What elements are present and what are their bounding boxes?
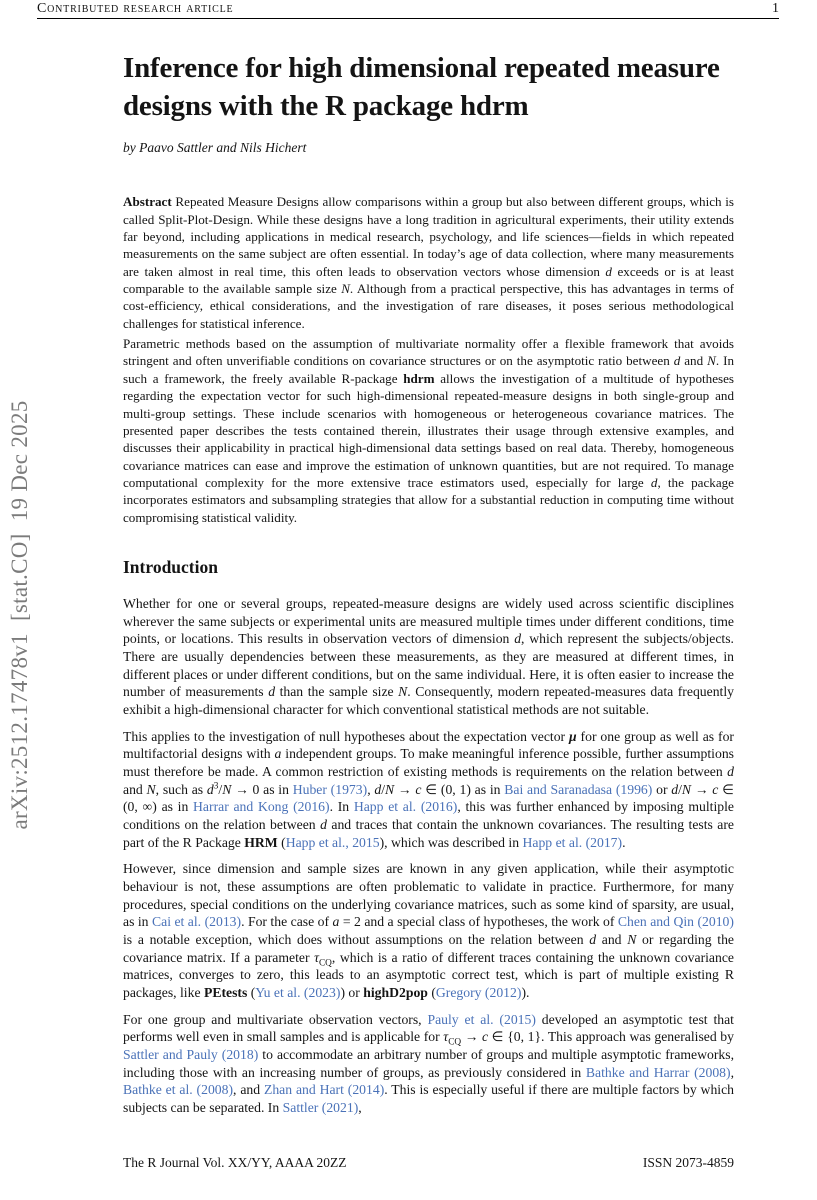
abstract-block [123,193,734,526]
text-segment: ( [427,985,436,1001]
text-segment: c [712,781,719,797]
text-segment: N [707,353,716,369]
text-segment: ), which was described in [379,834,523,850]
text-segment: d [727,763,734,779]
text-segment: N [222,781,232,797]
text-segment: exceeds or is at least comparable to the available sample size [123,263,734,297]
citation-link[interactable]: Happ et al., 2015 [285,834,380,850]
text-segment: → [394,781,416,797]
page-footer [123,1155,734,1171]
text-segment: . For the case of [241,914,333,930]
citation-link[interactable]: Bathke et al. (2008) [123,1082,234,1098]
article-type-label: Contributed research article [37,1,234,16]
text-segment: . Although from a practical perspective, this has advantages in terms of cost-efficiency, ethical considerations, and the investigation of rare diseases, it poses serious methodological challenges for statistical inference. [123,281,734,331]
intro-paragraph [123,1011,734,1117]
text-segment: d [589,932,597,947]
text-segment: μ [569,728,577,744]
text-segment: or [652,781,672,797]
text-segment: HRM [244,834,278,850]
text-segment: than the sample size [275,684,399,700]
citation-link[interactable]: Sattler (2021) [282,1100,359,1116]
intro-paragraph [123,595,734,719]
text-segment: d [320,816,327,832]
text-segment: ( [277,834,286,850]
text-segment: d [605,263,612,279]
text-segment: ( [247,985,256,1001]
text-segment: d [650,474,658,490]
text-segment: PEtests [203,985,248,1001]
abstract-paragraph [123,335,734,526]
text-segment: highD2pop [363,985,428,1001]
abstract-paragraph [123,193,734,332]
text-segment: N [341,281,350,297]
text-segment: , the package incorporates estimators and subsampling strategies that allow for a substantial reduction in computing time without compromising statistical validity. [123,474,734,525]
text-segment: a [274,746,282,762]
text-segment: / [218,781,223,797]
text-segment: N [627,932,637,947]
text-segment: or regarding the covariance matrix. If a parameter [123,932,734,965]
citation-link[interactable]: Pauly et al. (2015) [427,1011,536,1027]
section-heading-introduction: Introduction [123,556,218,577]
page-number: 1 [772,1,779,16]
citation-link[interactable]: Harrar and Kong (2016) [193,799,330,815]
citation-link[interactable]: Yu et al. (2023) [255,985,341,1001]
text-segment: and traces that contain the unknown covariances. The resulting tests are part of the R Package [123,816,735,850]
text-segment: d [671,781,679,797]
article-content [123,0,734,1117]
text-segment: d [673,353,681,369]
text-segment: τ [443,1029,449,1045]
text-segment: Abstract [123,194,172,210]
text-segment: N [398,684,408,700]
text-segment: c [415,781,422,797]
text-segment: This applies to the investigation of null hypotheses about the expectation vector [123,728,570,744]
text-segment: a [332,914,340,930]
text-segment: . In such a framework, the freely available R-package [123,353,734,386]
text-segment: , which is a ratio of different traces containing the unknown covariance matrices, converges to zero, this leads to an asymptotic correct test, which is part of multiple existing R packages, like [123,949,735,1001]
paper-title: Inference for high dimensional repeated measure designs with the R package hdrm [123,52,720,122]
text-segment: N [385,781,395,797]
citation-link[interactable]: Happ et al. (2016) [353,799,458,815]
text-segment: ∈ (0, 1) as in [421,781,505,797]
text-segment: , [730,1064,734,1080]
text-segment: CQ [448,1038,462,1049]
text-segment: N [681,781,692,797]
text-segment: for one group as well as for multifactorial designs with [123,728,734,762]
text-segment: is a notable exception, which does without assumptions on the relation between [123,932,590,947]
citation-link[interactable]: Huber (1973) [292,781,368,797]
text-segment: d [514,631,522,647]
text-segment: → [461,1029,482,1045]
text-segment: , which represent the subjects/objects. There are usually dependencies between these measurements, as they are measured at different times, in different places or under different conditions, but on the same individual. Here, it is often easier to increase the number of measurements [123,631,734,700]
citation-link[interactable]: Cai et al. (2013) [151,914,242,930]
text-segment: and [596,932,628,947]
text-segment: → 0 as in [231,781,293,797]
citation-link[interactable]: Chen and Qin (2010) [617,914,734,930]
text-segment: . Consequently, modern repeated-measures data frequently exhibit a high-dimensional character for which conventional statistical methods are not suitable. [123,684,734,717]
text-segment: d [206,781,214,797]
text-segment: Repeated Measure Designs allow comparisons within a group but also between different groups, which is called Split-Plot-Design. While these designs have a long tradition in agricultural experiments, their utility extends far beyond, including applications in medical research, psychology, and life sciences—fields in which repeated measurements on the same subject are often essential. In today’s age of data collection, where many measurements are taken almost in real time, this often leads to observation vectors whose dimension [123,194,734,279]
text-segment: , such as [155,781,207,797]
text-segment: ) or [340,985,364,1001]
citation-link[interactable]: Sattler and Pauly (2018) [123,1047,259,1063]
text-segment: . [622,834,626,850]
citation-link[interactable]: Happ et al. (2017) [522,834,623,850]
text-segment: to accommodate an arbitrary number of groups and multiple asymptotic frameworks, including those with an increasing number of groups, as previously considered in [123,1047,734,1080]
text-segment: However, since dimension and sample sizes are known in any given application, while their asymptotic behaviour is not, these assumptions are often problematic to validate in practice. Furthermore, for many procedures, special conditions on the underlying covariance matrices, such as some kind of sparsity, are usual, as in [123,861,734,930]
text-segment: , and [233,1082,264,1098]
text-segment: developed an asymptotic test that performs well even in small samples and is applicable for [123,1011,734,1045]
text-segment: CQ [318,958,332,969]
citation-link[interactable]: Zhan and Hart (2014) [263,1082,385,1098]
text-segment: / [381,781,386,797]
text-segment: = 2 and a special class of hypotheses, the work of [339,914,618,930]
intro-paragraph [123,860,734,1001]
intro-paragraph [123,728,734,852]
footer-journal-info: The R Journal Vol. XX/YY, AAAA 20ZZ [123,1155,347,1170]
text-segment: / [678,781,682,797]
text-segment: , [367,781,375,797]
text-segment: τ [314,949,319,965]
text-segment: c [482,1029,489,1045]
text-segment: independent groups. To make meaningful inference possible, further assumptions must therefore be made. A common restriction of existing methods is requirements on the relation between [123,746,735,779]
text-segment: → [691,781,713,797]
text-segment: and [123,781,147,797]
citation-link[interactable]: Bathke and Harrar (2008) [585,1064,731,1080]
text-segment: allows the investigation of a multitude of hypotheses regarding the expectation vector for such high-dimensional repeated-measure designs in both single-group and multi-group settings. These include scenarios with homogeneous or heterogeneous covariance matrices. The presented paper describes the tests contained therein, illustrates their usage through extensive examples, and discusses their applicability in practical high-dimensional data settings based on real data. Thereby, homogeneous covariance matrices can ease and improve the estimation of unknown quantities, but are not required. To manage computational complexity for the more extensive trace estimators used, especially for large [123,370,735,490]
text-segment: . In [329,799,354,815]
arxiv-watermark: arXiv:2512.17478v1 [stat.CO] 19 Dec 2025 [7,400,32,830]
byline: by Paavo Sattler and Nils Hichert [123,140,307,156]
text-segment: For one group and multivariate observation vectors, [123,1011,428,1027]
text-segment: 3 [213,781,219,792]
citation-link[interactable]: Bai and Saranadasa (1996) [504,781,653,797]
citation-link[interactable]: Gregory (2012) [435,985,522,1001]
text-segment: ∈ (0, ∞) as in [123,781,735,815]
text-segment: and [680,353,708,369]
text-segment: hdrm [403,370,435,386]
footer-issn: ISSN 2073-4859 [642,1155,734,1170]
text-segment: d [374,781,382,797]
text-segment: . This is especially useful if there are multiple factors by which subjects can be separated. In [123,1082,735,1116]
text-segment: N [146,781,156,797]
text-segment: Parametric methods based on the assumption of multivariate normality offer a flexible framework that avoids stringent and often unverifiable conditions on covariance structures or on the asymptotic ratio between [123,336,734,369]
text-segment: ∈ {0, 1}. This approach was generalised by [488,1029,734,1045]
text-segment: , [358,1100,362,1116]
text-segment: , this was further enhanced by imposing multiple conditions on the relation between [123,799,734,832]
text-segment: Whether for one or several groups, repeated-measure designs are widely used across scientific disciplines wherever the same subjects or experimental units are measured multiple times under different conditions, time points, or locations. This results in observation vectors of dimension [123,595,734,647]
text-segment: ). [521,985,530,1001]
text-segment: d [268,684,276,700]
